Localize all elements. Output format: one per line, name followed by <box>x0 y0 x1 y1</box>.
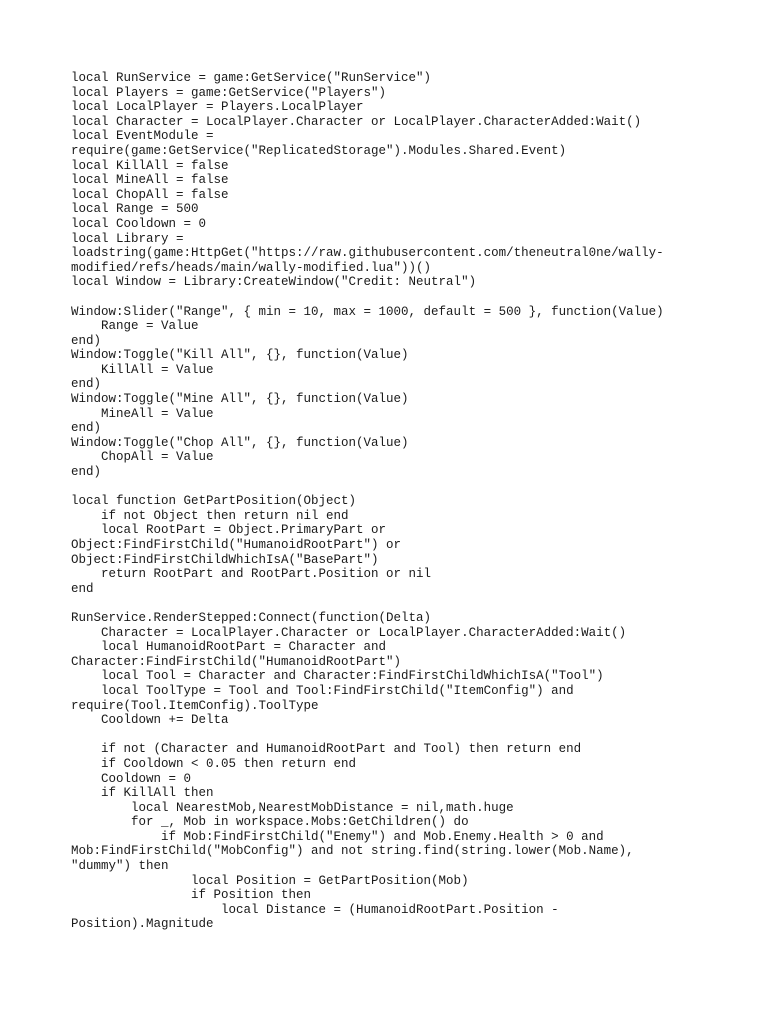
code-line: if not Object then return nil end <box>71 508 349 523</box>
code-line: local HumanoidRootPart = Character and <box>71 640 387 655</box>
code-line: Window:Slider("Range", { min = 10, max = 1000, default = 500 }, function(Value) <box>71 304 664 319</box>
code-line: loadstring(game:HttpGet("https://raw.githubusercontent.com/theneutral0ne/wally- <box>71 246 664 261</box>
code-line: local ToolType = Tool and Tool:FindFirstChild("ItemConfig") and <box>71 683 574 698</box>
code-line: KillAll = Value <box>71 362 214 377</box>
code-line: Character:FindFirstChild("HumanoidRootPart") <box>71 654 402 669</box>
code-line: end) <box>71 465 102 480</box>
code-block <box>71 71 751 932</box>
code-line: Object:FindFirstChild("HumanoidRootPart") or <box>71 538 402 552</box>
code-line: Window:Toggle("Kill All", {}, function(Value) <box>71 348 409 363</box>
code-line: Mob:FindFirstChild("MobConfig") and not string.find(string.lower(Mob.Name), <box>71 844 634 859</box>
code-line: ChopAll = Value <box>71 450 214 465</box>
code-line <box>71 480 751 495</box>
code-line: local Position = GetPartPosition(Mob) <box>71 873 469 888</box>
code-line: Window:Toggle("Chop All", {}, function(Value) <box>71 435 409 450</box>
code-line: local KillAll = false <box>71 158 229 173</box>
code-line: local Window = Library:CreateWindow("Credit: Neutral") <box>71 275 477 290</box>
code-line: MineAll = Value <box>71 406 214 421</box>
code-line: return RootPart and RootPart.Position or nil <box>71 567 432 582</box>
code-line: local RootPart = Object.PrimaryPart or <box>71 523 387 538</box>
code-line: local ChopAll = false <box>71 187 229 202</box>
code-line: Position).Magnitude <box>71 917 214 932</box>
code-line: require(game:GetService("ReplicatedStorage").Modules.Shared.Event) <box>71 143 567 158</box>
code-line: require(Tool.ItemConfig).ToolType <box>71 698 319 713</box>
code-line: local Character = LocalPlayer.Character or LocalPlayer.CharacterAdded:Wait() <box>71 114 642 129</box>
code-line <box>71 596 751 611</box>
code-line: RunService.RenderStepped:Connect(function(Delta) <box>71 610 432 625</box>
code-line: end) <box>71 377 102 392</box>
code-line: Character = LocalPlayer.Character or LocalPlayer.CharacterAdded:Wait() <box>71 625 627 640</box>
code-line: local EventModule = <box>71 129 214 144</box>
code-line: Object:FindFirstChildWhichIsA("BasePart") <box>71 552 379 567</box>
code-line: if Cooldown < 0.05 then return end <box>71 756 357 771</box>
code-line: local RunService = game:GetService("RunService") <box>71 71 432 85</box>
code-line: Cooldown = 0 <box>71 771 192 786</box>
code-line: if KillAll then <box>71 786 214 801</box>
code-line: end) <box>71 333 102 348</box>
code-line: end) <box>71 421 102 436</box>
code-line: local MineAll = false <box>71 173 229 188</box>
code-line <box>71 290 751 305</box>
code-line: local Cooldown = 0 <box>71 216 207 231</box>
code-line: Range = Value <box>71 319 199 334</box>
code-line: Window:Toggle("Mine All", {}, function(Value) <box>71 392 409 407</box>
code-line: local Tool = Character and Character:FindFirstChildWhichIsA("Tool") <box>71 669 604 684</box>
code-line: "dummy") then <box>71 859 169 874</box>
code-line: Cooldown += Delta <box>71 713 229 728</box>
code-line: if Mob:FindFirstChild("Enemy") and Mob.Enemy.Health > 0 and <box>71 829 604 844</box>
code-line: local Range = 500 <box>71 202 199 217</box>
code-line: for _, Mob in workspace.Mobs:GetChildren() do <box>71 815 469 830</box>
code-line: local LocalPlayer = Players.LocalPlayer <box>71 100 364 115</box>
code-line: local Players = game:GetService("Players") <box>71 85 387 100</box>
code-line: if not (Character and HumanoidRootPart and Tool) then return end <box>71 742 582 757</box>
code-line <box>71 728 751 743</box>
code-line: modified/refs/heads/main/wally-modified.lua"))() <box>71 260 432 275</box>
code-line: if Position then <box>71 888 312 903</box>
code-line: local Distance = (HumanoidRootPart.Position - <box>71 902 559 917</box>
code-line: local function GetPartPosition(Object) <box>71 494 357 509</box>
code-line: end <box>71 581 94 596</box>
code-line: local Library = <box>71 231 184 246</box>
code-line: local NearestMob,NearestMobDistance = nil,math.huge <box>71 800 514 815</box>
